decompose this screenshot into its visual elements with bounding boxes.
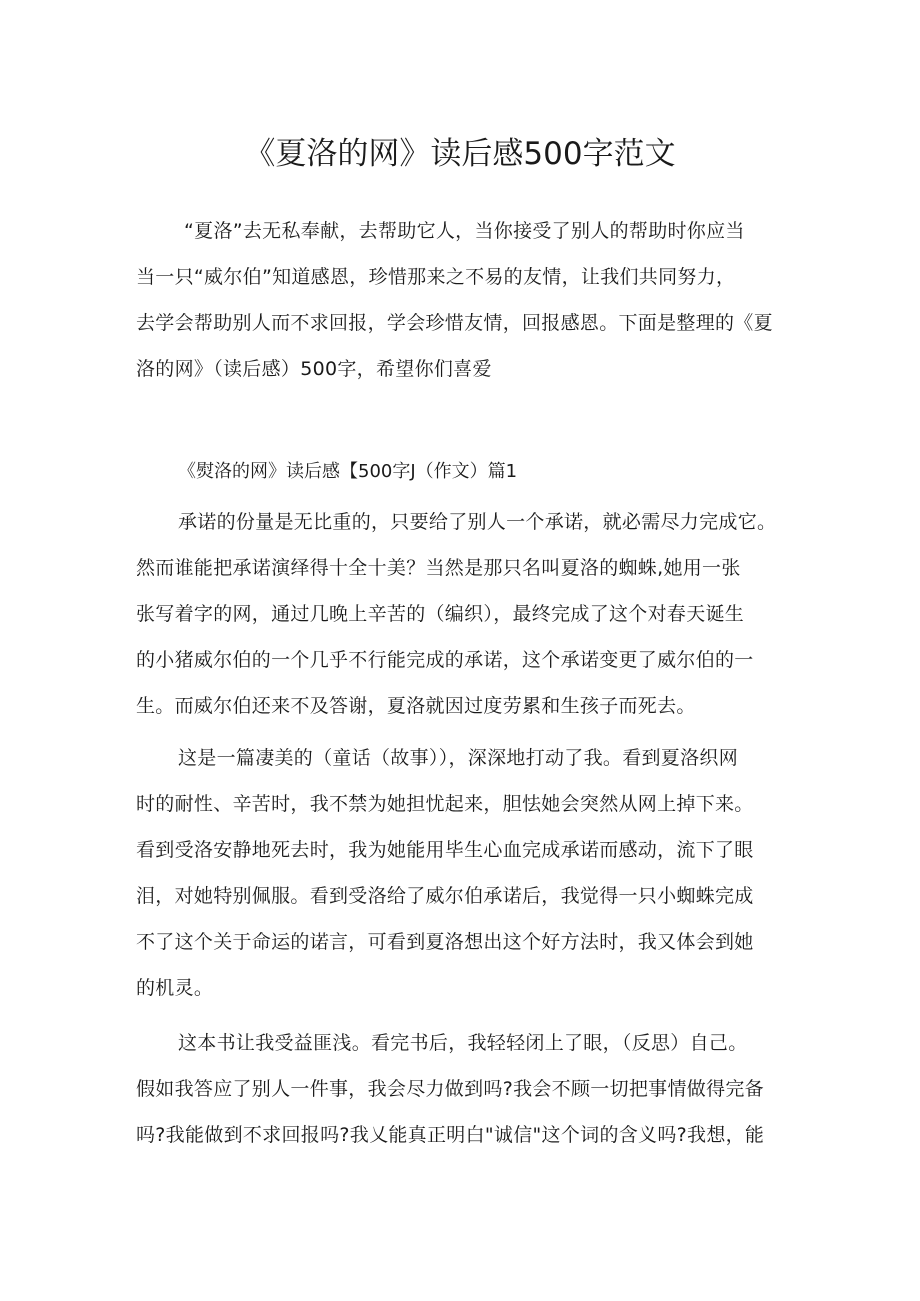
paragraph-line: 泪，对她特别佩服。看到受洛给了威尔伯承诺后，我觉得一只小蜘蛛完成 xyxy=(136,885,754,907)
intro-line: 洛的网》（读后感）500字，希望你们喜爱 xyxy=(136,358,492,380)
paragraph-line: 张写着字的网，通过几晚上辛苦的（编织），最终完成了这个对春天诞生 xyxy=(136,603,745,625)
intro-line: 当一只“威尔伯”知道感恩，珍惜那来之不易的友情，让我们共同努力， xyxy=(136,266,736,288)
article-subtitle: 《熨洛的网》读后感【500字J（作文）篇1 xyxy=(178,461,518,482)
intro-line: “夏洛”去无私奉献，去帮助它人，当你接受了别人的帮助时你应当 xyxy=(184,220,745,242)
paragraph-3 xyxy=(136,1020,796,1158)
paragraph-line: 时的耐性、辛苦时，我不禁为她担忧起来，胆怯她会突然从网上掉下来。 xyxy=(136,793,754,815)
paragraph-line: 不了这个关于命运的诺言，可看到夏洛想出这个好方法时，我又体会到她 xyxy=(136,931,754,953)
paragraph-line: 生。而威尔伯还来不及答谢，夏洛就因过度劳累和生孩子而死去。 xyxy=(136,695,696,717)
document-title: 《夏洛的网》读后感500字范文 xyxy=(244,136,676,172)
paragraph-line: 的小猪威尔伯的一个几乎不行能完成的承诺，这个承诺变更了威尔伯的一 xyxy=(136,649,754,671)
paragraph-line: 然而谁能把承诺演绎得十全十美？当然是那只名叫夏洛的蜘蛛,她用一张 xyxy=(136,557,741,579)
paragraph-2 xyxy=(136,735,796,1011)
paragraph-line: 假如我答应了别人一件事，我会尽力做到吗?我会不顾一切把事情做得完备 xyxy=(136,1078,764,1100)
paragraph-line: 这本书让我受益匪浅。看完书后，我轻轻闭上了眼，（反思）自己。 xyxy=(178,1032,748,1054)
intro-line: 去学会帮助别人而不求回报，学会珍惜友情，回报感恩。下面是整理的《夏 xyxy=(136,312,773,334)
intro-paragraph xyxy=(136,208,796,392)
paragraph-line: 这是一篇凄美的（童话（故事）），深深地打动了我。看到夏洛织网 xyxy=(178,747,739,769)
paragraph-line: 的机灵。 xyxy=(136,977,214,999)
paragraph-line: 承诺的份量是无比重的，只要给了别人一个承诺，就必需尽力完成它。 xyxy=(178,511,777,533)
paragraph-1 xyxy=(136,499,796,729)
paragraph-line: 吗?我能做到不求回报吗?我乂能真正明白"诚信"这个词的含义吗?我想，能 xyxy=(136,1124,765,1146)
article-body xyxy=(136,499,796,1158)
paragraph-line: 看到受洛安静地死去时，我为她能用毕生心血完成承诺而感动，流下了眼 xyxy=(136,839,754,861)
